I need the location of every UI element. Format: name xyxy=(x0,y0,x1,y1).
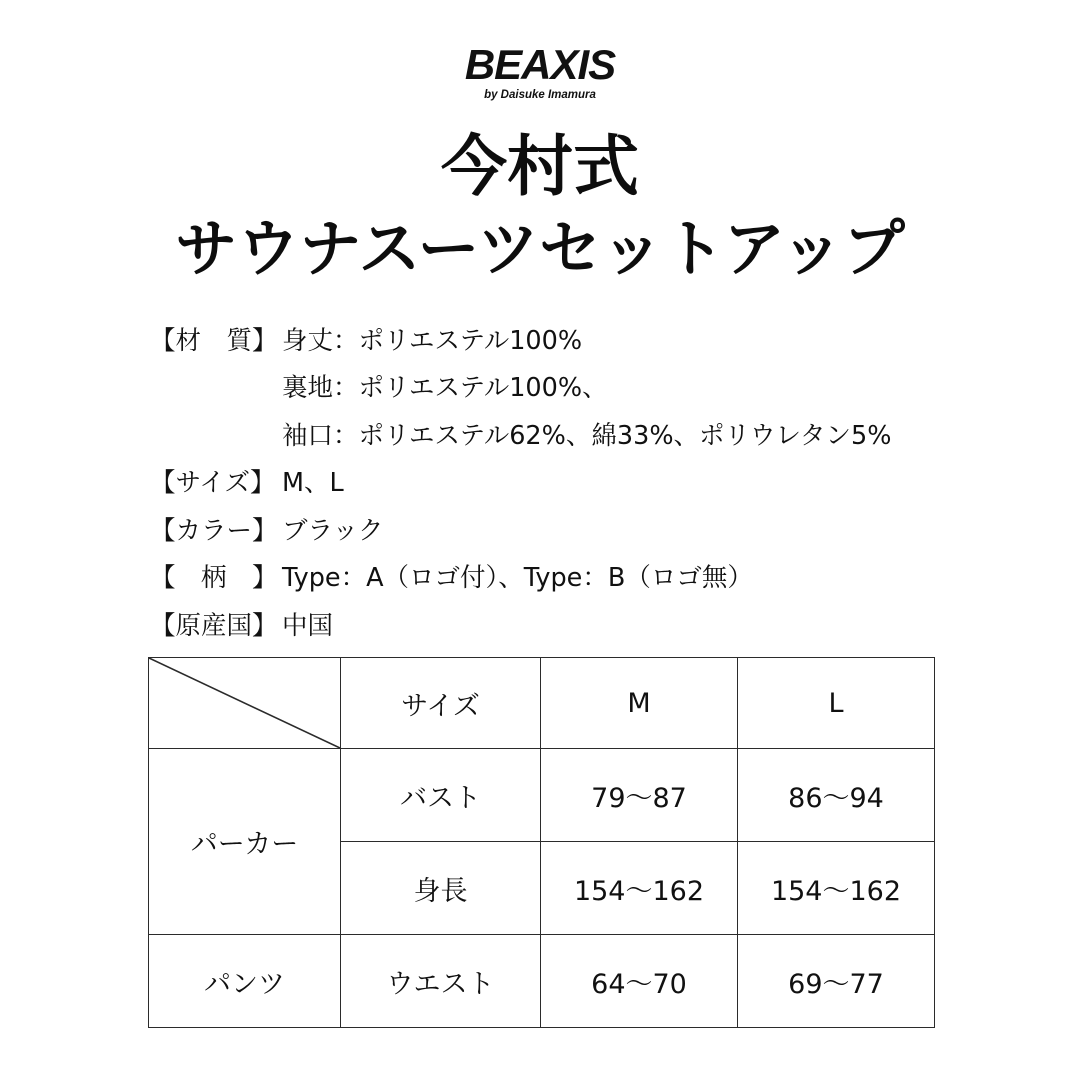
spec-value: M、L xyxy=(282,468,344,499)
page-title xyxy=(0,128,1080,285)
measure-value-l: 154〜162 xyxy=(738,842,935,935)
spec-value: 中国 xyxy=(282,610,334,641)
brand-name: BEAXIS xyxy=(464,41,616,88)
spec-row xyxy=(150,508,990,555)
spec-label: 【材 質】 xyxy=(150,326,278,356)
page-title-line-2: サウナスーツセットアップ xyxy=(175,211,905,285)
spec-value: 袖口：ポリエステル62%、綿33%、ポリウレタン5% xyxy=(282,420,892,451)
measure-name: ウエスト xyxy=(341,935,541,1028)
spec-label: 【 柄 】 xyxy=(150,563,278,594)
table-header-row xyxy=(149,658,935,749)
diagonal-corner-cell xyxy=(149,658,341,749)
table-row xyxy=(149,749,935,842)
row-category-pants: パンツ xyxy=(149,935,341,1028)
spec-value: 身丈：ポリエステル100% xyxy=(282,326,583,356)
diagonal-line-icon xyxy=(149,658,340,748)
table-row xyxy=(149,935,935,1028)
header-size-l: L xyxy=(738,658,935,749)
measure-value-l: 69〜77 xyxy=(738,935,935,1028)
brand-logo xyxy=(0,41,1080,101)
measure-value-l: 86〜94 xyxy=(738,749,935,842)
measure-value-m: 154〜162 xyxy=(541,842,738,935)
page-title-line-1: 今村式 xyxy=(441,128,639,205)
brand-subtitle: by Daisuke Imamura xyxy=(484,89,596,101)
measure-name: 身長 xyxy=(341,842,541,935)
measure-value-m: 64〜70 xyxy=(541,935,738,1028)
spec-value: Type：A（ロゴ付）、Type：B（ロゴ無） xyxy=(282,563,753,594)
spec-row xyxy=(150,460,990,507)
spec-row xyxy=(150,413,990,460)
spec-row xyxy=(150,318,990,365)
spec-label: 【カラー】 xyxy=(150,515,278,546)
spec-value: ブラック xyxy=(282,515,384,546)
size-chart-table xyxy=(148,657,935,1028)
spec-label: 【サイズ】 xyxy=(150,468,276,499)
header-item-label: サイズ xyxy=(341,658,541,749)
spec-value: 裏地：ポリエステル100%、 xyxy=(282,373,608,404)
measure-name: バスト xyxy=(341,749,541,842)
row-category-parka: パーカー xyxy=(149,749,341,935)
spec-row xyxy=(150,365,990,412)
measure-value-m: 79〜87 xyxy=(541,749,738,842)
spec-label: 【原産国】 xyxy=(150,610,278,641)
spec-list xyxy=(150,318,990,650)
spec-row xyxy=(150,603,990,650)
spec-row xyxy=(150,555,990,602)
header-size-m: M xyxy=(541,658,738,749)
